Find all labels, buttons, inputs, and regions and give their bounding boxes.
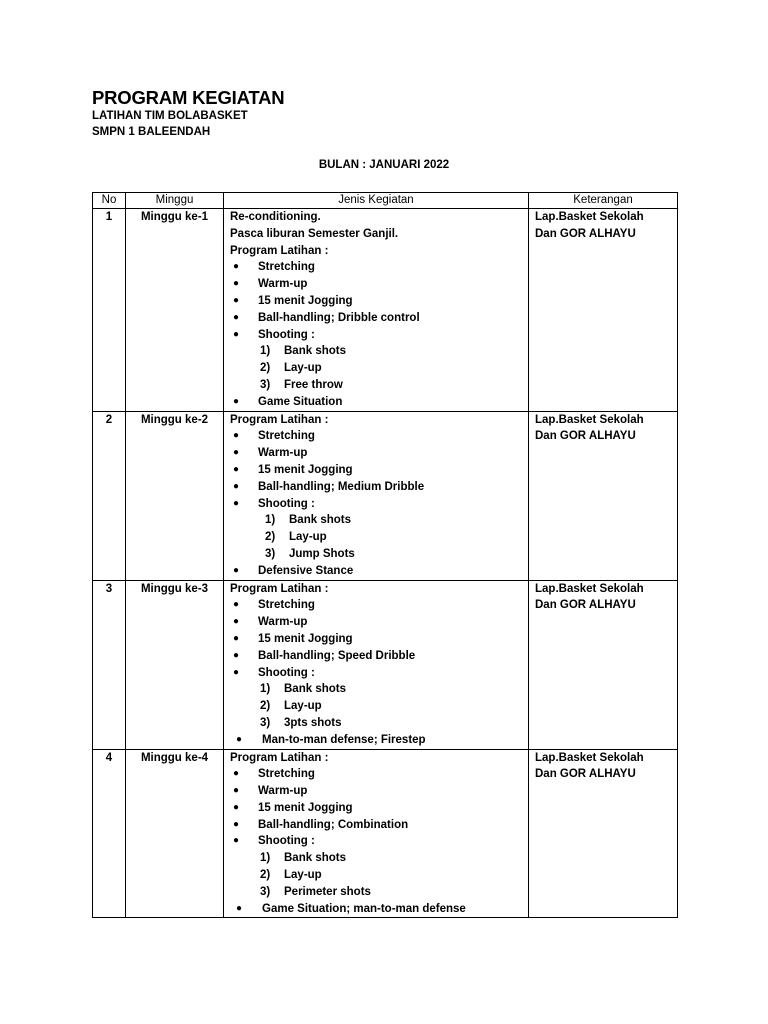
row-activities [224, 749, 529, 918]
location-line: Lap.Basket Sekolah [535, 413, 644, 426]
bullet-icon: ● [233, 497, 240, 509]
activity-line [230, 428, 528, 445]
bullet-icon: ● [233, 666, 240, 678]
activity-line [230, 715, 528, 732]
bullet-icon: ● [233, 632, 240, 644]
header-keterangan: Keterangan [529, 193, 678, 209]
schedule-table [92, 192, 678, 918]
bullet-icon: ● [233, 564, 240, 576]
location-line: Dan GOR ALHAYU [535, 768, 636, 781]
subtitle-team: LATIHAN TIM BOLABASKET [92, 110, 248, 122]
bullet-icon: ● [233, 768, 240, 780]
activity-text: Ball-handling; Dribble control [258, 311, 420, 324]
activity-text: Lay-up [289, 531, 327, 544]
activity-text: 15 menit Jogging [258, 801, 353, 814]
activity-line [230, 496, 528, 513]
row-number: 3 [93, 580, 126, 749]
row-location [529, 411, 678, 580]
list-number: 3) [265, 547, 276, 560]
activity-text: Warm-up [258, 278, 308, 291]
activity-text: Man-to-man defense; Firestep [262, 733, 426, 746]
activity-text: Stretching [258, 261, 315, 274]
activity-text: 15 menit Jogging [258, 294, 353, 307]
list-number: 2) [260, 362, 271, 375]
activity-text: Pasca liburan Semester Ganjil. [230, 227, 399, 240]
activity-line [230, 479, 528, 496]
bullet-icon: ● [233, 480, 240, 492]
activity-text: Free throw [284, 378, 343, 391]
activity-text: Program Latihan : [230, 413, 329, 426]
activity-text: Defensive Stance [258, 564, 354, 577]
location-line: Lap.Basket Sekolah [535, 211, 644, 223]
activity-line [230, 732, 528, 749]
activity-line [230, 462, 528, 479]
activity-line [230, 698, 528, 715]
table-row [93, 411, 678, 580]
activity-line [230, 884, 528, 901]
activity-line [230, 360, 528, 377]
list-number: 3) [260, 885, 271, 898]
activity-text: 15 menit Jogging [258, 463, 353, 476]
header-no: No [93, 193, 126, 209]
activity-line [230, 817, 528, 834]
location-line: Dan GOR ALHAYU [535, 227, 636, 240]
list-number: 2) [265, 531, 276, 544]
activity-text: Warm-up [258, 447, 308, 460]
row-location [529, 209, 678, 412]
activity-line [230, 226, 528, 243]
activity-text: Bank shots [284, 852, 346, 865]
row-activities [224, 580, 529, 749]
bullet-icon: ● [233, 447, 240, 459]
activity-line [230, 648, 528, 665]
activity-text: Ball-handling; Combination [258, 818, 409, 831]
activity-line [230, 412, 528, 429]
activity-line [230, 343, 528, 360]
table-row [93, 749, 678, 918]
activity-text: 3pts shots [284, 716, 342, 729]
activity-line [230, 327, 528, 344]
list-number: 3) [260, 378, 271, 391]
activity-text: Game Situation [258, 395, 343, 408]
activity-text: 15 menit Jogging [258, 632, 353, 645]
bullet-icon: ● [233, 278, 240, 290]
activity-line [230, 293, 528, 310]
activity-line [230, 546, 528, 563]
activity-line [230, 310, 528, 327]
activity-line [230, 529, 528, 546]
bullet-icon: ● [233, 395, 240, 407]
activity-line [230, 800, 528, 817]
row-number: 2 [93, 411, 126, 580]
row-week: Minggu ke-3 [126, 580, 224, 749]
bullet-icon: ● [233, 328, 240, 340]
activity-line [230, 394, 528, 411]
subtitle-school: SMPN 1 BALEENDAH [92, 126, 211, 138]
row-location [529, 580, 678, 749]
activity-text: Bank shots [289, 514, 351, 527]
activity-line [230, 901, 528, 918]
activity-text: Lay-up [284, 700, 322, 713]
activity-line [230, 665, 528, 682]
activity-text: Shooting : [258, 328, 315, 341]
activity-text: Bank shots [284, 683, 346, 696]
bullet-icon: ● [236, 902, 243, 914]
row-number: 1 [93, 209, 126, 412]
activity-text: Perimeter shots [284, 885, 371, 898]
row-activities [224, 411, 529, 580]
activity-text: Stretching [258, 768, 315, 781]
location-line: Dan GOR ALHAYU [535, 430, 636, 443]
activity-text: Lay-up [284, 362, 322, 375]
bullet-icon: ● [233, 599, 240, 611]
page-title: PROGRAM KEGIATAN [92, 87, 285, 108]
activity-line [230, 512, 528, 529]
location-line: Lap.Basket Sekolah [535, 582, 644, 595]
activity-line [230, 259, 528, 276]
bullet-icon: ● [236, 733, 243, 745]
table-row [93, 209, 678, 412]
activity-line [230, 597, 528, 614]
activity-line [230, 631, 528, 648]
bullet-icon: ● [233, 463, 240, 475]
activity-text: Warm-up [258, 616, 308, 629]
activity-text: Stretching [258, 430, 315, 443]
activity-text: Shooting : [258, 497, 315, 510]
activity-text: Ball-handling; Speed Dribble [258, 649, 416, 662]
row-week: Minggu ke-1 [126, 209, 224, 412]
bullet-icon: ● [233, 835, 240, 847]
row-week: Minggu ke-2 [126, 411, 224, 580]
activity-text: Shooting : [258, 835, 315, 848]
activity-line [230, 445, 528, 462]
activity-text: Bank shots [284, 345, 346, 358]
activity-text: Program Latihan : [230, 582, 329, 595]
activity-line [230, 209, 528, 226]
bullet-icon: ● [233, 311, 240, 323]
activity-line [230, 614, 528, 631]
location-line: Lap.Basket Sekolah [535, 751, 644, 764]
header-minggu: Minggu [126, 193, 224, 209]
activity-line [230, 750, 528, 767]
list-number: 1) [265, 514, 276, 527]
activity-text: Ball-handling; Medium Dribble [258, 480, 425, 493]
bullet-icon: ● [233, 801, 240, 813]
activity-text: Lay-up [284, 869, 322, 882]
bullet-icon: ● [233, 785, 240, 797]
table-row [93, 580, 678, 749]
activity-line [230, 850, 528, 867]
bullet-icon: ● [233, 649, 240, 661]
activity-line [230, 377, 528, 394]
activity-text: Jump Shots [289, 547, 355, 560]
bullet-icon: ● [233, 430, 240, 442]
bullet-icon: ● [233, 261, 240, 273]
activity-line [230, 867, 528, 884]
activity-text: Program Latihan : [230, 244, 329, 257]
activity-text: Game Situation; man-to-man defense [262, 902, 466, 915]
activity-line [230, 766, 528, 783]
row-week: Minggu ke-4 [126, 749, 224, 918]
activity-line [230, 563, 528, 580]
activity-line [230, 783, 528, 800]
activity-text: Program Latihan : [230, 751, 329, 764]
list-number: 1) [260, 683, 271, 696]
location-line: Dan GOR ALHAYU [535, 599, 636, 612]
row-location [529, 749, 678, 918]
table-header-row [93, 193, 678, 209]
activity-text: Stretching [258, 599, 315, 612]
list-number: 1) [260, 345, 271, 358]
activity-text: Shooting : [258, 666, 315, 679]
activity-line [230, 581, 528, 598]
bullet-icon: ● [233, 818, 240, 830]
activity-line [230, 276, 528, 293]
bullet-icon: ● [233, 294, 240, 306]
row-activities [224, 209, 529, 412]
bullet-icon: ● [233, 616, 240, 628]
list-number: 1) [260, 852, 271, 865]
activity-text: Warm-up [258, 785, 308, 798]
activity-text: Re-conditioning. [230, 211, 321, 223]
activity-line [230, 681, 528, 698]
row-number: 4 [93, 749, 126, 918]
activity-line [230, 243, 528, 260]
activity-line [230, 833, 528, 850]
header-jenis-kegiatan: Jenis Kegiatan [224, 193, 529, 209]
list-number: 2) [260, 869, 271, 882]
list-number: 3) [260, 716, 271, 729]
list-number: 2) [260, 700, 271, 713]
month-label: BULAN : JANUARI 2022 [318, 159, 450, 171]
